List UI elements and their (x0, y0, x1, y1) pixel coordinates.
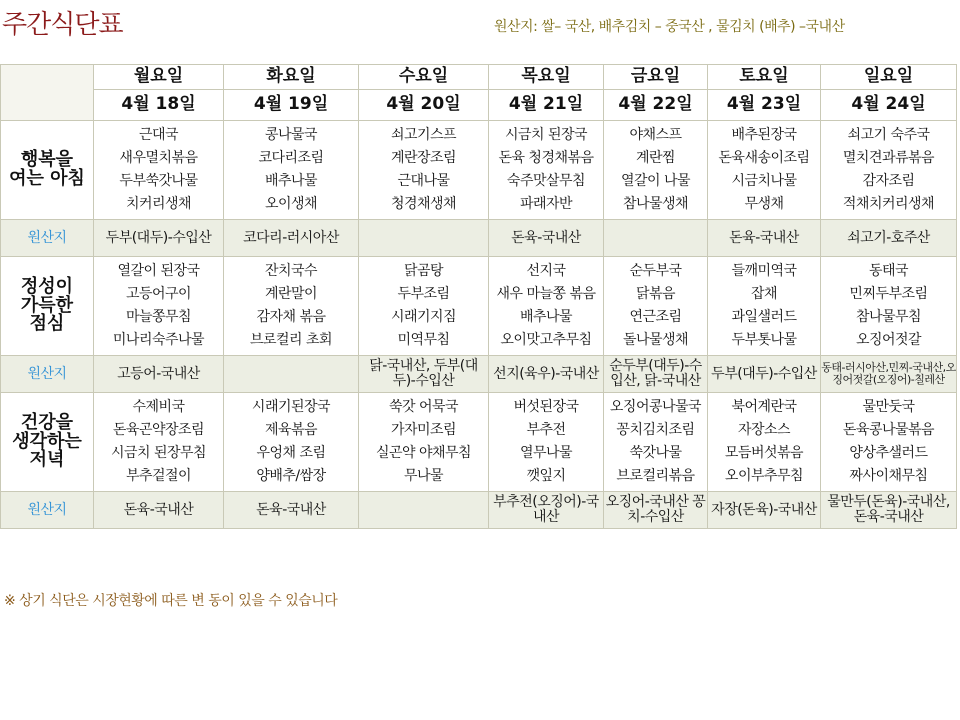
menu-cell (821, 121, 957, 220)
dish-item: 오징어젓갈 (855, 332, 922, 348)
origin-row (1, 492, 957, 529)
menu-cell (359, 257, 489, 356)
dish-item: 감자채 볶음 (256, 309, 326, 325)
menu-cell (604, 121, 708, 220)
dish-item: 근대나물 (397, 173, 450, 189)
dish-item: 제육볶음 (264, 422, 318, 438)
meal-name: 건강을 생각하는 저녁 (1, 393, 94, 492)
dish-item: 근대국 (138, 127, 179, 143)
dish-item: 잡채 (750, 286, 778, 302)
dish-item: 닭곰탕 (403, 263, 444, 279)
dish-item: 무나물 (403, 468, 444, 484)
origin-cell: 돈육-국내산 (708, 220, 821, 257)
dish-item: 두부톳나물 (731, 332, 797, 348)
menu-cell (708, 121, 821, 220)
date-header: 4월 24일 (821, 90, 957, 121)
day-header: 화요일 (224, 65, 359, 90)
origin-cell: 자장(돈육)-국내산 (708, 492, 821, 529)
dish-item: 열갈이 된장국 (117, 263, 200, 279)
dish-item: 닭볶음 (635, 286, 676, 302)
dish-item: 오이맛고추무침 (500, 332, 592, 348)
dish-item: 계란찜 (635, 150, 676, 166)
day-header: 토요일 (708, 65, 821, 90)
origin-cell: 두부(대두)-수입산 (94, 220, 224, 257)
dish-item: 시래기지짐 (390, 309, 457, 325)
menu-cell (489, 121, 604, 220)
dish-item: 동태국 (868, 263, 909, 279)
origin-cell: 동태-러시아산,민찌-국내산,오징어젓갈(오징어)-칠레산 (821, 356, 957, 393)
origin-cell: 고등어-국내산 (94, 356, 224, 393)
dish-item: 미나리숙주나물 (112, 332, 205, 348)
menu-cell (604, 393, 708, 492)
dish-item: 양배추/쌈장 (256, 468, 326, 484)
day-header: 수요일 (359, 65, 489, 90)
dish-item: 브로컬리 초회 (249, 332, 333, 348)
dish-item: 두부쑥갓나물 (119, 173, 198, 189)
date-header: 4월 23일 (708, 90, 821, 121)
dish-item: 야채스프 (629, 127, 682, 143)
origin-label: 원산지 (1, 356, 94, 393)
origin-cell: 순두부(대두)-수입산, 닭-국내산 (604, 356, 708, 393)
origin-row (1, 220, 957, 257)
dish-item: 꽁치김치조림 (616, 422, 695, 438)
dish-item: 파래자반 (519, 196, 573, 212)
dish-item: 쇠고기스프 (390, 127, 457, 143)
origin-cell (359, 220, 489, 257)
dish-item: 오징어콩나물국 (609, 399, 702, 415)
dish-item: 우엉채 조림 (256, 445, 326, 461)
dish-item: 가자미조림 (390, 422, 457, 438)
dish-item: 청경채생채 (390, 196, 457, 212)
origin-cell: 돈육-국내산 (94, 492, 224, 529)
origin-cell: 선지(육우)-국내산 (489, 356, 604, 393)
menu-cell (489, 257, 604, 356)
origin-note: 원산지: 쌀– 국산, 배추김치 – 중국산 , 물김치 (배추) –국내산 (494, 19, 845, 35)
date-header: 4월 22일 (604, 90, 708, 121)
dish-item: 적채치커리생채 (842, 196, 935, 212)
menu-cell (708, 393, 821, 492)
dish-item: 돈육새송이조림 (718, 150, 810, 166)
menu-cell (821, 393, 957, 492)
origin-cell (359, 492, 489, 529)
dish-item: 물만둣국 (862, 399, 915, 415)
dish-item: 북어계란국 (731, 399, 797, 415)
page-title: 주간식단표 (2, 10, 123, 40)
menu-cell (359, 393, 489, 492)
origin-cell: 두부(대두)-수입산 (708, 356, 821, 393)
date-header: 4월 21일 (489, 90, 604, 121)
dish-item: 돌나물생채 (622, 332, 689, 348)
menu-cell (708, 257, 821, 356)
menu-cell (224, 393, 359, 492)
dish-item: 코다리조림 (258, 150, 324, 166)
date-header: 4월 19일 (224, 90, 359, 121)
origin-cell: 코다리-러시아산 (224, 220, 359, 257)
origin-cell (604, 220, 708, 257)
origin-cell: 돈육-국내산 (224, 492, 359, 529)
meal-row (1, 257, 957, 356)
origin-cell (224, 356, 359, 393)
origin-cell: 부추전(오징어)-국내산 (489, 492, 604, 529)
dish-item: 들깨미역국 (731, 263, 797, 279)
meal-row (1, 121, 957, 220)
dish-item: 양상추샐러드 (849, 445, 928, 461)
dish-item: 과일샐러드 (731, 309, 797, 325)
origin-row (1, 356, 957, 393)
dish-item: 연근조림 (629, 309, 682, 325)
dish-item: 돈육곤약장조림 (112, 422, 205, 438)
dish-item: 감자조림 (862, 173, 915, 189)
dish-item: 새우 마늘쫑 볶음 (496, 286, 596, 302)
dish-item: 선지국 (526, 263, 566, 279)
dish-item: 자장소스 (737, 422, 791, 438)
dish-item: 돈육 청경채볶음 (498, 150, 594, 166)
dish-item: 계란장조림 (390, 150, 457, 166)
weekly-menu-table (0, 64, 957, 529)
meal-row (1, 393, 957, 492)
dish-item: 열갈이 나물 (620, 173, 691, 189)
dish-item: 무생채 (744, 196, 784, 212)
date-header-row (1, 90, 957, 121)
meal-name: 행복을 여는 아침 (1, 121, 94, 220)
meal-name: 정성이 가득한 점심 (1, 257, 94, 356)
dish-item: 부추전 (526, 422, 566, 438)
day-header: 목요일 (489, 65, 604, 90)
dish-item: 순두부국 (629, 263, 682, 279)
dish-item: 숙주맛살무침 (506, 173, 586, 189)
dish-item: 브로컬리볶음 (616, 468, 695, 484)
day-header: 월요일 (94, 65, 224, 90)
dish-item: 오이부추무침 (724, 468, 804, 484)
footnote: ※ 상기 식단은 시장현황에 따른 변 동이 있을 수 있습니다 (4, 593, 338, 609)
dish-item: 미역무침 (397, 332, 450, 348)
dish-item: 배추나물 (519, 309, 573, 325)
dish-item: 버섯된장국 (513, 399, 579, 415)
dish-item: 짜사이채무침 (849, 468, 928, 484)
origin-cell: 오징어-국내산 꽁치-수입산 (604, 492, 708, 529)
dish-item: 두부조림 (397, 286, 450, 302)
dish-item: 계란말이 (264, 286, 318, 302)
dish-item: 참나물무침 (855, 309, 922, 325)
menu-cell (359, 121, 489, 220)
day-header: 일요일 (821, 65, 957, 90)
corner-cell (1, 65, 94, 121)
dish-item: 배추된장국 (731, 127, 797, 143)
dish-item: 쑥갓나물 (629, 445, 682, 461)
dish-item: 돈육콩나물볶음 (842, 422, 935, 438)
day-header: 금요일 (604, 65, 708, 90)
dish-item: 시금치 된장무침 (110, 445, 207, 461)
dish-item: 시금치 된장국 (504, 127, 588, 143)
origin-cell: 물만두(돈육)-국내산,돈육-국내산 (821, 492, 957, 529)
menu-cell (604, 257, 708, 356)
dish-item: 잔치국수 (264, 263, 318, 279)
menu-cell (224, 121, 359, 220)
origin-label: 원산지 (1, 492, 94, 529)
date-header: 4월 18일 (94, 90, 224, 121)
dish-item: 시금치나물 (731, 173, 797, 189)
dish-item: 민찌두부조림 (849, 286, 928, 302)
day-header-row (1, 65, 957, 90)
menu-cell (94, 257, 224, 356)
dish-item: 오이생채 (264, 196, 318, 212)
menu-cell (224, 257, 359, 356)
origin-cell: 돈육-국내산 (489, 220, 604, 257)
dish-item: 시래기된장국 (251, 399, 331, 415)
dish-item: 콩나물국 (264, 127, 318, 143)
dish-item: 부추겉절이 (125, 468, 192, 484)
menu-cell (489, 393, 604, 492)
dish-item: 새우멸치볶음 (119, 150, 198, 166)
origin-label: 원산지 (1, 220, 94, 257)
dish-item: 치커리생채 (125, 196, 192, 212)
date-header: 4월 20일 (359, 90, 489, 121)
dish-item: 멸치견과류볶음 (842, 150, 935, 166)
menu-cell (94, 121, 224, 220)
dish-item: 깻잎지 (526, 468, 566, 484)
dish-item: 마늘쫑무침 (125, 309, 192, 325)
menu-cell (821, 257, 957, 356)
dish-item: 쇠고기 숙주국 (847, 127, 930, 143)
dish-item: 배추나물 (264, 173, 318, 189)
dish-item: 고등어구이 (125, 286, 192, 302)
dish-item: 실곤약 야채무침 (375, 445, 472, 461)
dish-item: 참나물생채 (622, 196, 689, 212)
dish-item: 쑥갓 어묵국 (388, 399, 459, 415)
dish-item: 열무나물 (519, 445, 573, 461)
menu-cell (94, 393, 224, 492)
dish-item: 수제비국 (132, 399, 185, 415)
dish-item: 모듬버섯볶음 (724, 445, 804, 461)
origin-cell: 닭-국내산, 두부(대두)-수입산 (359, 356, 489, 393)
origin-cell: 쇠고기-호주산 (821, 220, 957, 257)
